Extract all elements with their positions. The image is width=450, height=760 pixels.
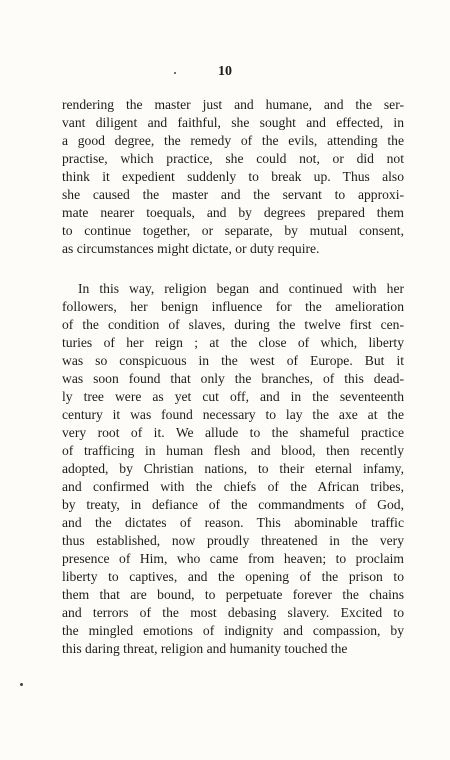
text-line: practise, which practice, she could not, or did not [62,151,404,166]
text-line: as circumstances might dictate, or duty require. [62,241,320,256]
text-line: In this way, religion began and continued with her [78,281,404,296]
text-line: mate nearer toequals, and by degrees prepared them [62,205,404,220]
text-line: was soon found that only the branches, of this dead- [62,371,404,386]
paragraph-1 [62,96,404,258]
text-line: a good degree, the remedy of the evils, attending the [62,133,404,148]
text-line: to continue together, or separate, by mutual consent, [62,223,404,238]
text-line: of the condition of slaves, during the twelve first cen- [62,317,404,332]
text-line: presence of Him, who came from heaven; to proclaim [62,551,404,566]
text-line: ly tree were as yet cut off, and in the seventeenth [62,389,404,404]
paragraph-2 [62,280,404,658]
text-line: this daring threat, religion and humanity touched the [62,641,348,656]
text-line: think it expedient suddenly to break up. Thus also [62,169,404,184]
text-line: and terrors of the most debasing slavery. Excited to [62,605,404,620]
page-number: 10 [218,64,232,79]
text-line: by treaty, in defiance of the commandments of God, [62,497,404,512]
text-line: and the dictates of reason. This abominable traffic [62,515,404,530]
text-line: century it was found necessary to lay the axe at the [62,407,404,422]
text-line: and confirmed with the chiefs of the African tribes, [62,479,404,494]
text-line: of trafficing in human flesh and blood, then recently [62,443,404,458]
print-speck [20,683,23,686]
text-line: very root of it. We allude to the shameful practice [62,425,404,440]
text-line: them that are bound, to perpetuate forever the chains [62,587,404,602]
text-line: the mingled emotions of indignity and compassion, by [62,623,404,638]
text-line: adopted, by Christian nations, to their eternal infamy, [62,461,404,476]
text-line: liberty to captives, and the opening of the prison to [62,569,404,584]
text-line: rendering the master just and humane, and the ser- [62,97,404,112]
text-line: was so conspicuous in the west of Europe. But it [62,353,404,368]
text-line: turies of her reign ; at the close of which, liberty [62,335,404,350]
text-line: she caused the master and the servant to approxi- [62,187,404,202]
text-line: thus established, now proudly threatened in the very [62,533,404,548]
text-line: followers, her benign influence for the amelioration [62,299,404,314]
text-line: vant diligent and faithful, she sought and effected, in [62,115,404,130]
